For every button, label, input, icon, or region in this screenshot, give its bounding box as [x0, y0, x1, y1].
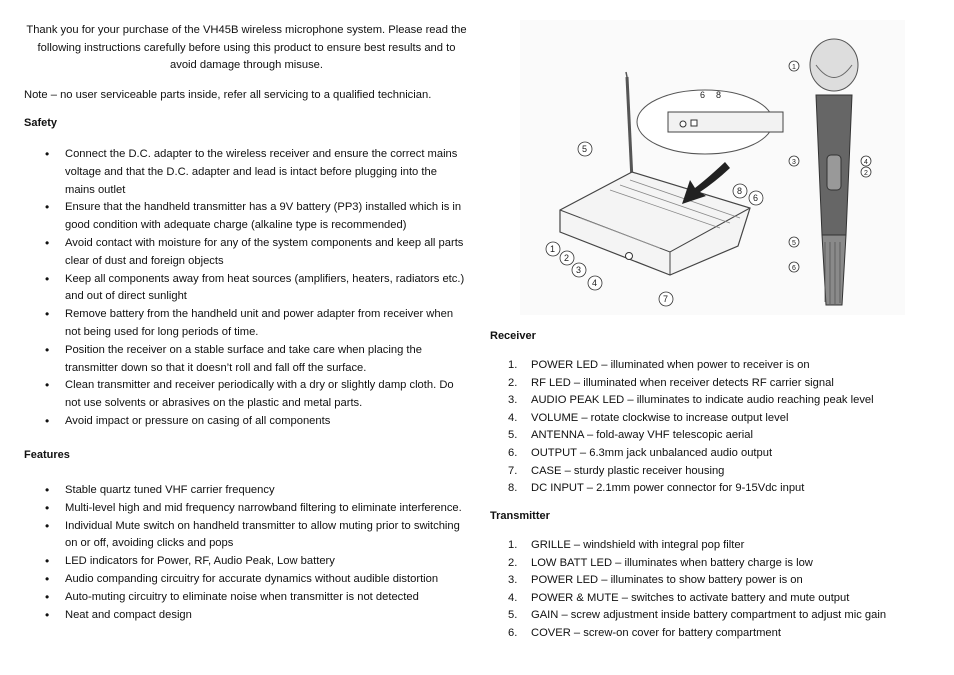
- receiver-heading: Receiver: [490, 330, 536, 342]
- list-item: • Auto-muting circuitry to eliminate noise when transmitter is not detected: [24, 589, 469, 607]
- list-item: 2. RF LED – illuminated when receiver detects RF carrier signal: [508, 376, 834, 389]
- list-item: 1. GRILLE – windshield with integral pop filter: [508, 539, 745, 551]
- callout-label: 6: [753, 193, 759, 203]
- callout-label: 5: [792, 240, 796, 247]
- receiver-list: [490, 357, 930, 498]
- list-item: 2. LOW BATT LED – illuminates when battery charge is low: [508, 556, 813, 569]
- list-item: 4. VOLUME – rotate clockwise to increase output level: [508, 411, 789, 424]
- callout-label: 6: [700, 90, 706, 100]
- list-item: • Position the receiver on a stable surface and take care when placing the transmitter down so that it doesn’t roll and fall off the surface.: [24, 342, 469, 378]
- features-heading: Features: [24, 449, 70, 461]
- list-item: • Keep all components away from heat sources (amplifiers, heaters, radiators etc.) and out of direct sunlight: [24, 271, 469, 307]
- transmitter-heading: Transmitter: [490, 510, 550, 522]
- list-item: • LED indicators for Power, RF, Audio Peak, Low battery: [24, 553, 469, 571]
- list-item: 5. GAIN – screw adjustment inside battery compartment to adjust mic gain: [508, 609, 887, 622]
- list-item: 4. POWER & MUTE – switches to activate battery and mute output: [508, 591, 850, 604]
- intro-text: Thank you for your purchase of the VH45B wireless microphone system. Please read the following instructions carefully before using this product to ensure best results and to avoid damage through misuse.: [26, 24, 467, 71]
- note-text: Note – no user serviceable parts inside, refer all servicing to a qualified technician.: [24, 89, 432, 101]
- list-item: 3. POWER LED – illuminates to show battery power is on: [508, 574, 803, 587]
- callout-label: 3: [576, 265, 582, 275]
- callout-label: 8: [737, 186, 743, 196]
- list-item: • Remove battery from the handheld unit and power adapter from receiver when not being used for long periods of time.: [24, 306, 469, 342]
- list-item: 5. ANTENNA – fold-away VHF telescopic aerial: [508, 429, 753, 442]
- callout-label: 2: [564, 253, 570, 263]
- list-item: • Individual Mute switch on handheld transmitter to allow muting prior to switching on or off, avoiding clicks and pops: [24, 518, 469, 554]
- callout-label: 2: [864, 170, 868, 177]
- list-item: • Avoid impact or pressure on casing of all components: [24, 413, 469, 431]
- callout-label: 5: [582, 144, 588, 154]
- transmitter-list: [490, 537, 930, 643]
- list-item: 8. DC INPUT – 2.1mm power connector for 9-15Vdc input: [508, 482, 805, 495]
- list-item: • Ensure that the handheld transmitter has a 9V battery (PP3) installed which is in good condition with adequate charge (alkaline type is recommended): [24, 199, 469, 235]
- list-item: • Clean transmitter and receiver periodically with a dry or slightly damp cloth. Do not use solvents or abrasives on the plastic and metal parts.: [24, 377, 469, 413]
- list-item: 3. AUDIO PEAK LED – illuminates to indicate audio reaching peak level: [508, 394, 874, 407]
- list-item: • Neat and compact design: [24, 607, 469, 625]
- callout-label: 1: [550, 244, 556, 254]
- list-item: 6. OUTPUT – 6.3mm jack unbalanced audio output: [508, 446, 773, 459]
- features-list: [24, 482, 469, 624]
- list-item: • Multi-level high and mid frequency narrowband filtering to eliminate interference.: [24, 500, 469, 518]
- callout-label: 6: [792, 265, 796, 272]
- list-item: • Stable quartz tuned VHF carrier frequency: [24, 482, 469, 500]
- list-item: 7. CASE – sturdy plastic receiver housing: [508, 464, 725, 477]
- product-diagram: [520, 20, 905, 315]
- list-item: • Connect the D.C. adapter to the wireless receiver and ensure the correct mains voltage and that the D.C. adapter and lead is intact before plugging into the mains outlet: [24, 146, 469, 199]
- callout-label: 3: [792, 159, 796, 166]
- safety-list: [24, 146, 469, 431]
- callout-label: 1: [792, 64, 796, 71]
- safety-heading: Safety: [24, 117, 58, 129]
- callout-label: 4: [592, 278, 598, 288]
- list-item: 6. COVER – screw-on cover for battery compartment: [508, 626, 781, 639]
- list-item: 1. POWER LED – illuminated when power to receiver is on: [508, 359, 810, 371]
- callout-label: 4: [864, 159, 868, 166]
- callout-label: 8: [716, 90, 722, 100]
- list-item: • Avoid contact with moisture for any of the system components and keep all parts clear of dust and foreign objects: [24, 235, 469, 271]
- list-item: • Audio companding circuitry for accurate dynamics without audible distortion: [24, 571, 469, 589]
- callout-label: 7: [663, 294, 669, 304]
